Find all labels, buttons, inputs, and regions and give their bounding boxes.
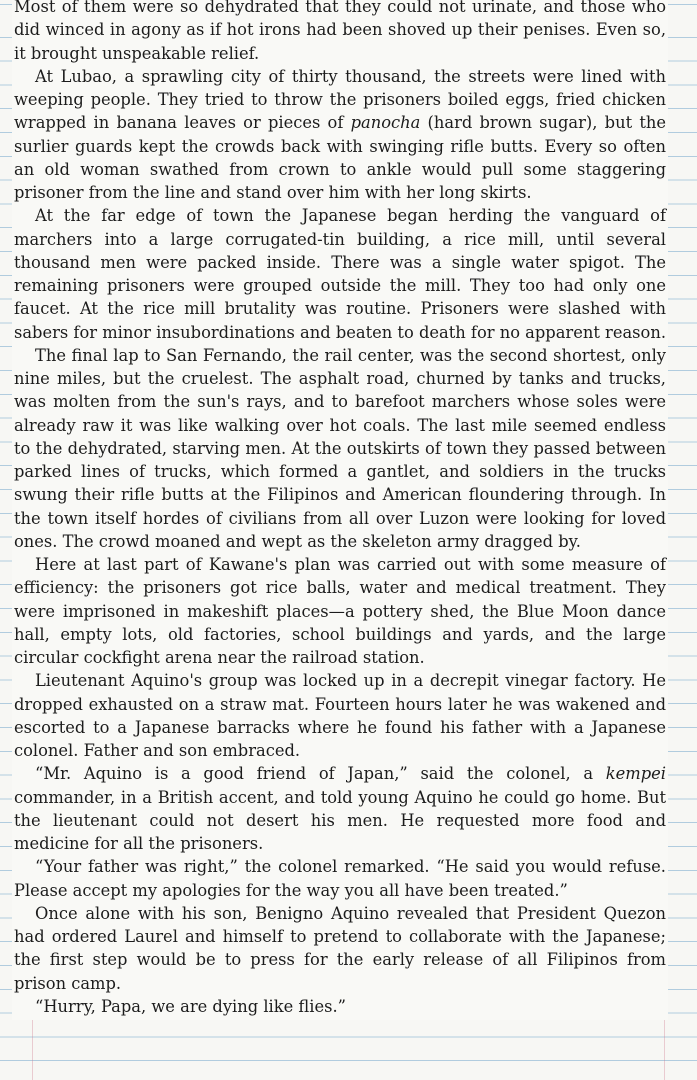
paragraph-text: Once alone with his son, Benigno Aquino revealed that President Quezon had ordered Laurel and himself to pretend to collaborate with the Japanese; the first step would be to press for the early release of all Filipinos from prison camp. (14, 903, 666, 993)
paragraph-final-quote (14, 995, 666, 1018)
paragraph-text: The final lap to San Fernando, the rail center, was the second shortest, only nine miles, but the cruelest. The asphalt road, churned by tanks and trucks, was molten from the sun's rays, and to barefoot marchers whose soles were already raw it was like walking over hot coals. The last mile seemed endless to the dehydrated, starving men. At the outskirts of town they passed between parked lines of trucks, which formed a gantlet, and soldiers in the trucks swung their rifle butts at the Filipinos and American floundering through. In the town itself hordes of civilians from all over Luzon were looking for loved ones. The crowd moaned and wept as the skeleton army dragged by. (14, 345, 666, 551)
italic-term: kempei (605, 764, 666, 784)
paragraph-kawane-plan (14, 553, 666, 669)
paragraph-rice-mill (14, 204, 666, 344)
paragraph-text-end: commander, in a British accent, and told young Aquino he could go home. But the lieutenant could not desert his men. He requested more food and medicine for all the prisoners. (14, 787, 666, 853)
paragraph-text: “Your father was right,” the colonel remarked. “He said you would refuse. Please accept my apologies for the way you all have been treated.” (14, 857, 666, 900)
book-text-clipping (14, 0, 666, 1018)
paragraph-text-start: At Lubao, a sprawling city of thirty thousand, the streets were lined with weeping people. They tried to throw the prisoners boiled eggs, fried chicken wrapped in banana leaves or pieces of (14, 66, 666, 133)
italic-term: panocha (350, 113, 421, 133)
paragraph-lubao (14, 65, 666, 205)
paragraph-text: Here at last part of Kawane's plan was carried out with some measure of efficiency: the prisoners got rice balls, water and medical treatment. They were imprisoned in makeshift places—a pottery shed, the Blue Moon dance hall, empty lots, old factories, school buildings and yards, and the large circular cockfight arena near the railroad station. (14, 555, 666, 667)
paragraph-text: Lieutenant Aquino's group was locked up in a decrepit vinegar factory. He dropped exhausted on a straw mat. Fourteen hours later he was wakened and escorted to a Japanese barracks where he found his father with a Japanese colonel. Father and son embraced. (14, 671, 666, 760)
paragraph-san-fernando (14, 344, 666, 553)
paragraph-text: Most of them were so dehydrated that they could not urinate, and those who did winced in agony as if hot irons had been shoved up their penises. Even so, it brought unspeakable relief. (14, 0, 666, 63)
paragraph-text-start: “Mr. Aquino is a good friend of Japan,” said the colonel, a (35, 764, 606, 784)
paragraph-aquino-group (14, 669, 666, 762)
paragraph-colonel-remark (14, 855, 666, 902)
paragraph-text: “Hurry, Papa, we are dying like flies.” (35, 996, 346, 1016)
paragraph-colonel-speech (14, 762, 666, 855)
paragraph-continued (14, 0, 666, 65)
paragraph-benigno-reveal (14, 902, 666, 995)
paragraph-text-end: (hard brown sugar), but the surlier guards kept the crowds back with swinging rifle butts. Every so often an old woman swathed from crown to ankle would pull some staggering prisoner from the line and stand over him with her long skirts. (14, 113, 666, 202)
paragraph-text: At the far edge of town the Japanese began herding the vanguard of marchers into a large corrugated-tin building, a rice mill, until several thousand men were packed inside. There was a single water spigot. The remaining prisoners were grouped outside the mill. They too had only one faucet. At the rice mill brutality was routine. Prisoners were slashed with sabers for minor insubordinations and beaten to death for no apparent reason. (14, 206, 666, 342)
